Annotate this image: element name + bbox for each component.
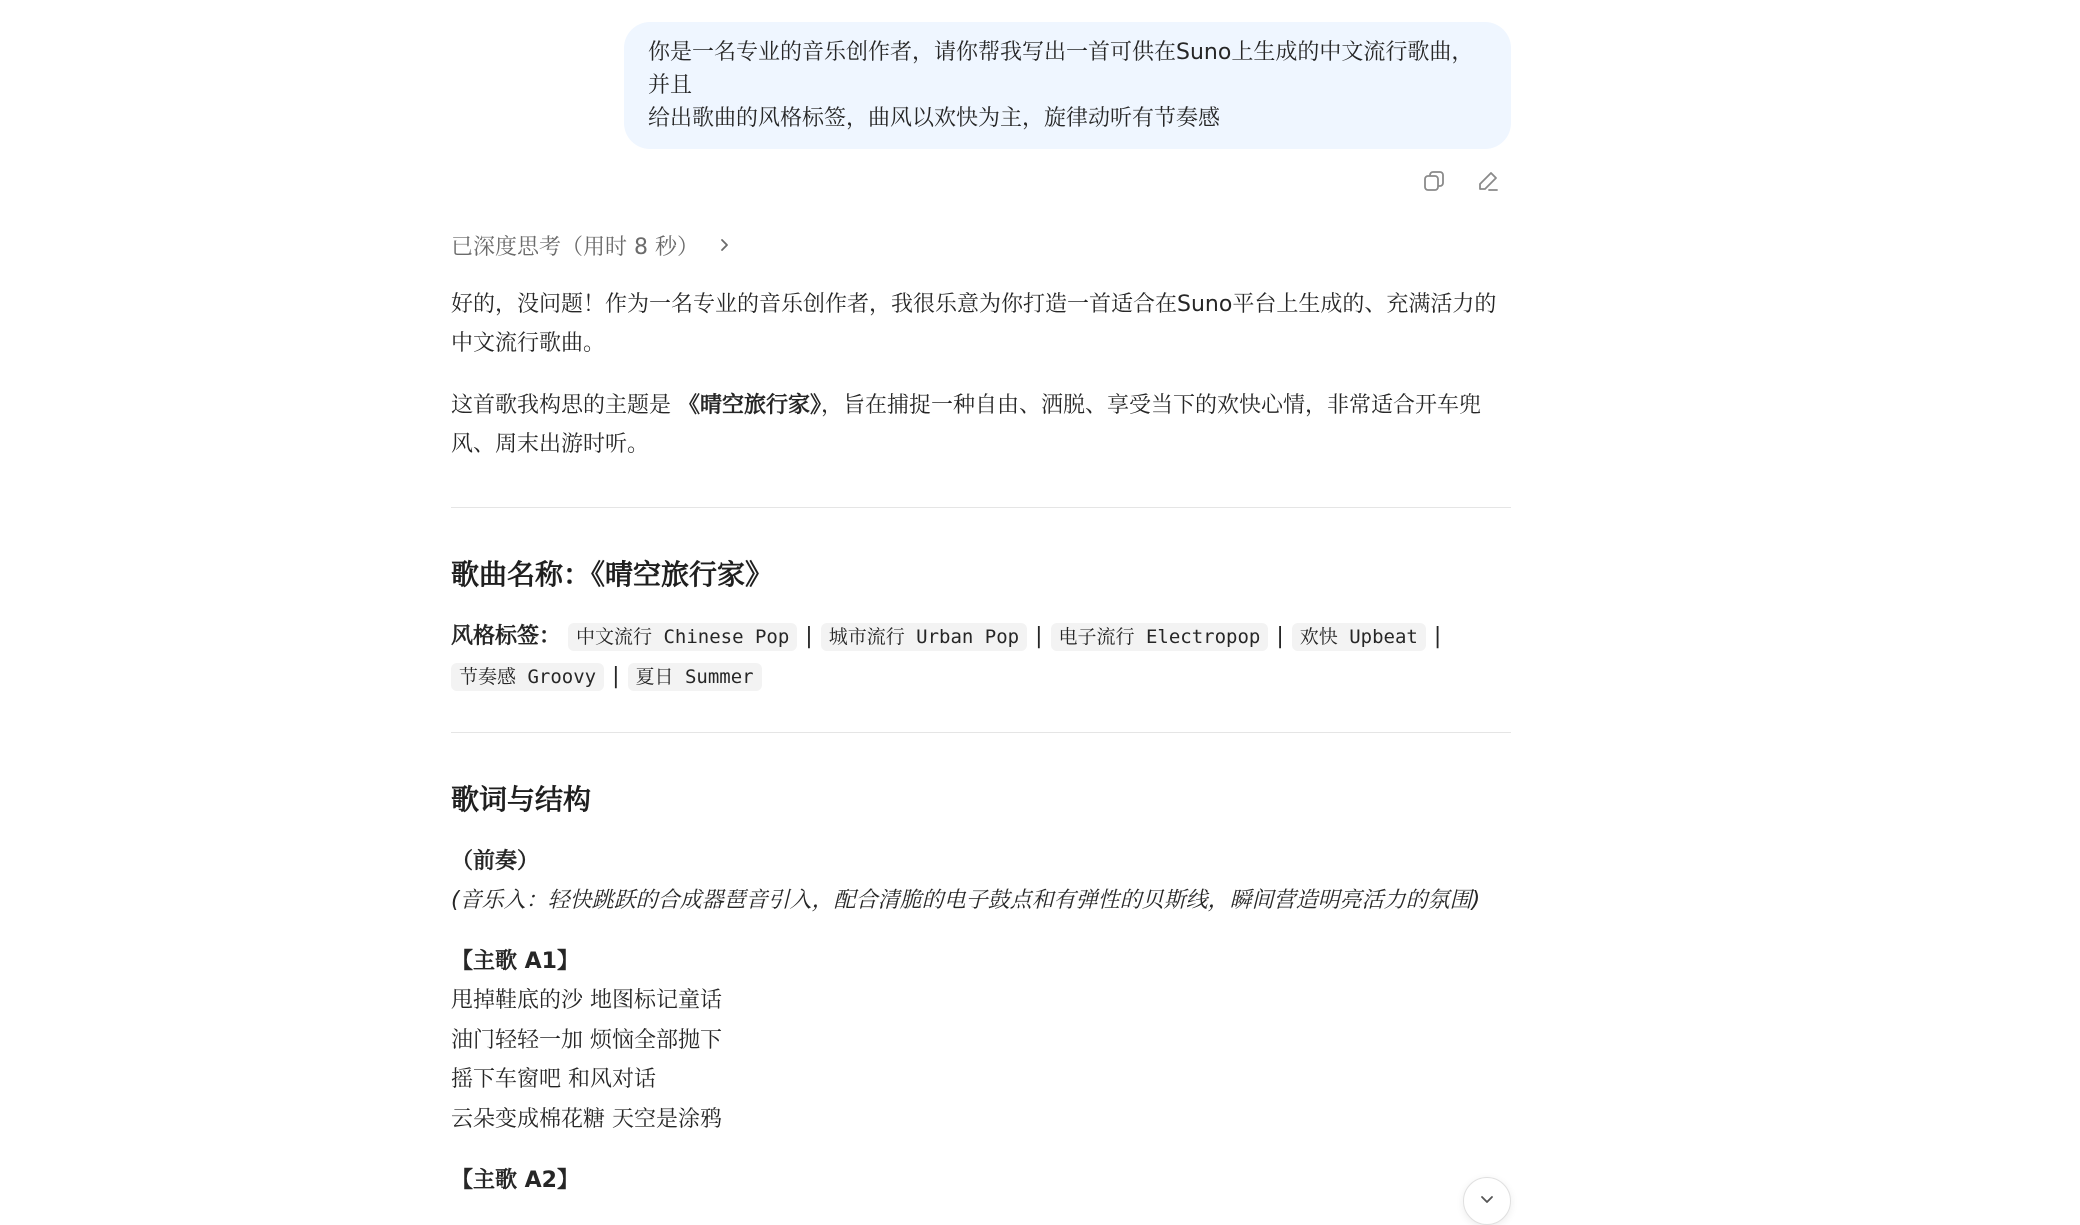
lyric-line: 摇下车窗吧 和风对话: [451, 1067, 656, 1092]
edit-icon[interactable]: [1475, 168, 1501, 194]
song-name-heading: 歌曲名称：《晴空旅行家》: [451, 558, 774, 591]
user-message-bubble: [624, 22, 1511, 149]
lyric-line: 云朵变成棉花糖 天空是涂鸦: [451, 1106, 722, 1132]
deep-thinking-label: 已深度思考（用时 8 秒）: [451, 234, 699, 260]
theme-title: 《晴空旅行家》: [678, 393, 822, 418]
user-message-actions: [451, 161, 1511, 201]
theme-intro-text: 这首歌我构思的主题是: [451, 393, 678, 418]
theme-description-text: ，旨在捕捉一种自由、洒脱、享受当下的欢快心情，非常适合开车兜风、周末出游时听。: [451, 393, 1482, 457]
tag-separator: |: [612, 664, 620, 689]
scroll-to-bottom-button[interactable]: [1463, 1177, 1511, 1225]
chat-column: [451, 0, 1511, 1200]
style-tag: 中文流行 Chinese Pop: [568, 623, 797, 651]
copy-icon[interactable]: [1421, 168, 1447, 194]
lyric-line: 甩掉鞋底的沙 地图标记童话: [451, 988, 722, 1013]
response-paragraph-1: 好的，没问题！作为一名专业的音乐创作者，我很乐意为你打造一首适合在Suno平台上生成的、充满活力的中文流行歌曲。: [451, 292, 1497, 356]
user-message-line-2: 给出歌曲的风格标签，曲风以欢快为主，旋律动听有节奏感: [648, 106, 1221, 131]
tag-separator: |: [1433, 624, 1442, 649]
style-tags-label: 风格标签：: [451, 624, 562, 649]
style-tags: [451, 617, 1511, 697]
style-tag: 电子流行 Electropop: [1051, 623, 1269, 651]
style-tag: 夏日 Summer: [628, 663, 762, 691]
user-message-row: [451, 22, 1511, 149]
response-paragraph-2: [451, 386, 1511, 464]
style-tag: 节奏感 Groovy: [451, 663, 604, 691]
verse-a1-heading: 【主歌 A1】: [451, 949, 579, 974]
intro-description: (音乐入：轻快跳跃的合成器琶音引入，配合清脆的电子鼓点和有弹性的贝斯线，瞬间营造明亮活力的氛围): [451, 888, 1481, 913]
tag-separator: |: [1276, 624, 1284, 649]
chevron-right-icon: [717, 238, 731, 252]
intro-heading: （前奏）: [451, 849, 540, 874]
lyric-line: 油门轻轻一加 烦恼全部抛下: [451, 1027, 722, 1053]
divider: [451, 732, 1511, 733]
lyrics-structure-heading: 歌词与结构: [451, 783, 592, 816]
user-message-line-1: 你是一名专业的音乐创作者，请你帮我写出一首可供在Suno上生成的中文流行歌曲，并且: [648, 40, 1474, 98]
style-tag: 城市流行 Urban Pop: [821, 623, 1027, 651]
chevron-down-icon: [1478, 1190, 1496, 1212]
verse-a2-heading: 【主歌 A2】: [451, 1168, 579, 1193]
style-tag: 欢快 Upbeat: [1292, 623, 1426, 651]
tag-separator: |: [1035, 624, 1043, 649]
tag-separator: |: [805, 624, 813, 649]
divider: [451, 507, 1511, 508]
deep-thinking-toggle[interactable]: [451, 229, 1511, 261]
